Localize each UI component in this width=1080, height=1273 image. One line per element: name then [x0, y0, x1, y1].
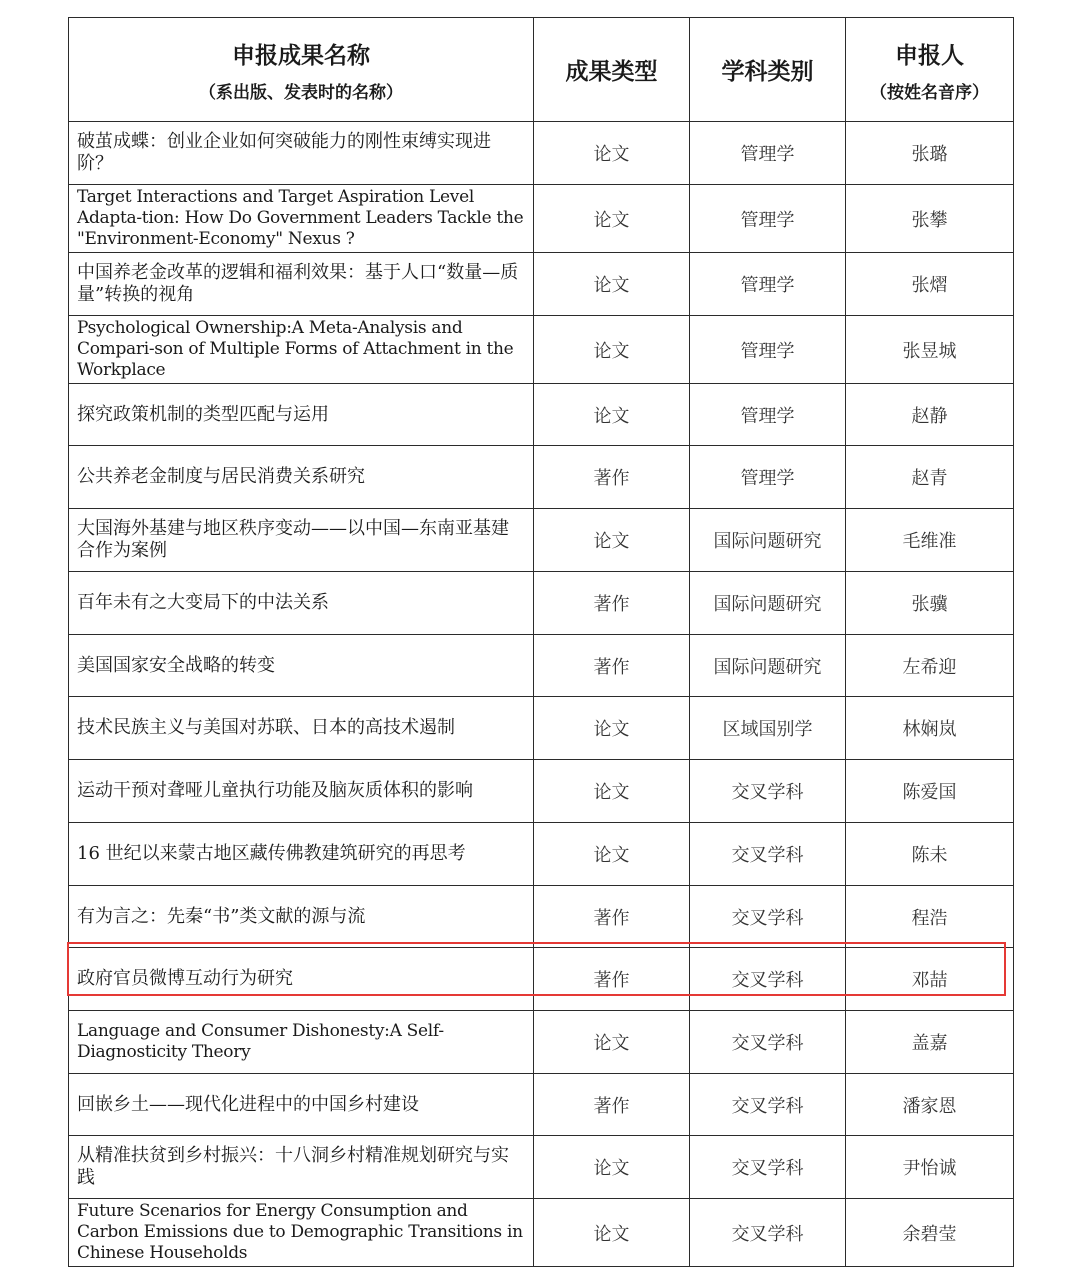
- cell-applicant: 邓喆: [846, 948, 1014, 1011]
- cell-applicant: 张璐: [846, 122, 1014, 185]
- cell-type: 论文: [534, 1011, 690, 1074]
- table-row: [69, 572, 1014, 635]
- table-row: [69, 446, 1014, 509]
- table-row: [69, 185, 1014, 253]
- cell-subject: 管理学: [690, 446, 846, 509]
- cell-applicant: 林娴岚: [846, 697, 1014, 760]
- header-title: [69, 18, 534, 122]
- cell-type: 论文: [534, 1136, 690, 1199]
- table-row: [69, 948, 1014, 1011]
- cell-applicant: 赵青: [846, 446, 1014, 509]
- cell-title: Future Scenarios for Energy Consumption and Carbon Emissions due to Demographic Transitions in Chinese Households: [69, 1199, 534, 1267]
- cell-title: 探究政策机制的类型匹配与运用: [69, 384, 534, 446]
- cell-applicant: 盖嘉: [846, 1011, 1014, 1074]
- cell-applicant: 毛维准: [846, 509, 1014, 572]
- cell-type: 著作: [534, 1074, 690, 1136]
- cell-subject: 管理学: [690, 253, 846, 316]
- cell-applicant: 左希迎: [846, 635, 1014, 697]
- cell-applicant: 陈爱国: [846, 760, 1014, 823]
- table-body: [69, 122, 1014, 1267]
- cell-applicant: 张熠: [846, 253, 1014, 316]
- cell-type: 论文: [534, 253, 690, 316]
- cell-type: 著作: [534, 572, 690, 635]
- cell-type: 著作: [534, 948, 690, 1011]
- header-title-note: （系出版、发表时的名称）: [199, 82, 403, 103]
- cell-type: 著作: [534, 635, 690, 697]
- cell-type: 论文: [534, 509, 690, 572]
- cell-title: 公共养老金制度与居民消费关系研究: [69, 446, 534, 509]
- cell-type: 论文: [534, 760, 690, 823]
- cell-applicant: 张昱城: [846, 316, 1014, 384]
- cell-subject: 国际问题研究: [690, 509, 846, 572]
- cell-type: 论文: [534, 697, 690, 760]
- cell-subject: 国际问题研究: [690, 635, 846, 697]
- table-row: [69, 635, 1014, 697]
- cell-title: 破茧成蝶：创业企业如何突破能力的刚性束缚实现进阶？: [69, 122, 534, 185]
- table-row: [69, 1074, 1014, 1136]
- cell-title: 中国养老金改革的逻辑和福利效果：基于人口“数量—质量”转换的视角: [69, 253, 534, 316]
- cell-type: 著作: [534, 886, 690, 948]
- cell-title: 回嵌乡土——现代化进程中的中国乡村建设: [69, 1074, 534, 1136]
- cell-title: 从精准扶贫到乡村振兴：十八洞乡村精准规划研究与实践: [69, 1136, 534, 1199]
- cell-applicant: 张攀: [846, 185, 1014, 253]
- cell-applicant: 赵静: [846, 384, 1014, 446]
- header-applicant-label: 申报人: [895, 41, 964, 69]
- cell-title: 16 世纪以来蒙古地区藏传佛教建筑研究的再思考: [69, 823, 534, 886]
- cell-type: 著作: [534, 446, 690, 509]
- table-row: [69, 384, 1014, 446]
- cell-applicant: 余碧莹: [846, 1199, 1014, 1267]
- cell-type: 论文: [534, 122, 690, 185]
- cell-type: 论文: [534, 384, 690, 446]
- cell-type: 论文: [534, 823, 690, 886]
- table-row: [69, 823, 1014, 886]
- cell-subject: 管理学: [690, 384, 846, 446]
- header-applicant: [846, 18, 1014, 122]
- table-row: [69, 697, 1014, 760]
- header-title-label: 申报成果名称: [232, 41, 370, 69]
- table-row: [69, 1011, 1014, 1074]
- cell-applicant: 张骥: [846, 572, 1014, 635]
- achievements-table: [68, 17, 1014, 1267]
- cell-subject: 国际问题研究: [690, 572, 846, 635]
- header-row: [69, 18, 1014, 122]
- header-type: 成果类型: [534, 18, 690, 122]
- cell-type: 论文: [534, 1199, 690, 1267]
- cell-title: Psychological Ownership:A Meta-Analysis and Compari-son of Multiple Forms of Attachment in the Workplace: [69, 316, 534, 384]
- cell-subject: 管理学: [690, 185, 846, 253]
- table-row: [69, 253, 1014, 316]
- cell-title: 有为言之：先秦“书”类文献的源与流: [69, 886, 534, 948]
- table-row: [69, 1199, 1014, 1267]
- cell-type: 论文: [534, 316, 690, 384]
- table-row: [69, 760, 1014, 823]
- header-subject: 学科类别: [690, 18, 846, 122]
- cell-applicant: 尹怡诚: [846, 1136, 1014, 1199]
- cell-subject: 管理学: [690, 316, 846, 384]
- table-row: [69, 509, 1014, 572]
- cell-subject: 交叉学科: [690, 1199, 846, 1267]
- cell-subject: 区域国别学: [690, 697, 846, 760]
- table-row: [69, 316, 1014, 384]
- cell-type: 论文: [534, 185, 690, 253]
- cell-title: 技术民族主义与美国对苏联、日本的高技术遏制: [69, 697, 534, 760]
- cell-title: 运动干预对聋哑儿童执行功能及脑灰质体积的影响: [69, 760, 534, 823]
- header-applicant-note: （按姓名音序）: [870, 82, 989, 103]
- cell-title: Target Interactions and Target Aspiration Level Adapta-tion: How Do Government Leaders Tackle the "Environment-Economy" Nexus ?: [69, 185, 534, 253]
- cell-title: 政府官员微博互动行为研究: [69, 948, 534, 1011]
- cell-applicant: 潘家恩: [846, 1074, 1014, 1136]
- cell-subject: 交叉学科: [690, 823, 846, 886]
- table-row: [69, 1136, 1014, 1199]
- cell-title: 美国国家安全战略的转变: [69, 635, 534, 697]
- cell-subject: 交叉学科: [690, 1136, 846, 1199]
- cell-subject: 管理学: [690, 122, 846, 185]
- cell-title: Language and Consumer Dishonesty:A Self-Diagnosticity Theory: [69, 1011, 534, 1074]
- cell-title: 大国海外基建与地区秩序变动——以中国—东南亚基建合作为案例: [69, 509, 534, 572]
- cell-applicant: 陈未: [846, 823, 1014, 886]
- cell-subject: 交叉学科: [690, 886, 846, 948]
- table-row: [69, 886, 1014, 948]
- cell-subject: 交叉学科: [690, 1011, 846, 1074]
- cell-title: 百年未有之大变局下的中法关系: [69, 572, 534, 635]
- cell-subject: 交叉学科: [690, 948, 846, 1011]
- cell-subject: 交叉学科: [690, 760, 846, 823]
- table-row: [69, 122, 1014, 185]
- cell-subject: 交叉学科: [690, 1074, 846, 1136]
- cell-applicant: 程浩: [846, 886, 1014, 948]
